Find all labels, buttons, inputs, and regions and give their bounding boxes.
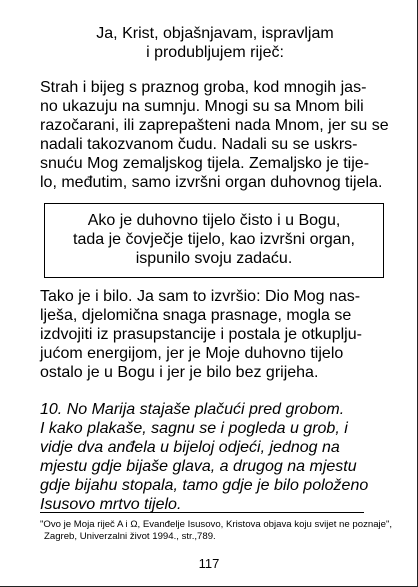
- verse-line: mjestu gdje bijaše glava, a drugog na mjestu: [40, 458, 357, 475]
- verse-line: vidje dva anđela u bijeloj odjeći, jednog na: [40, 439, 340, 456]
- footnote-line: Zagreb, Univerzalni život 1994., str.,789.: [44, 531, 216, 542]
- verse-line: I kako plakaše, sagnu se i pogleda u grob, i: [40, 420, 348, 437]
- page-heading: [40, 24, 390, 62]
- quote-line: ispunilo svoju zadaću.: [135, 250, 293, 267]
- paragraph-scripture-verse: [40, 400, 390, 514]
- verse-line: Isusovo mrtvo tijelo.: [40, 496, 182, 513]
- text-line: Strah i bijeg s praznog groba, kod mnogih jas-: [40, 79, 367, 96]
- text-line: razočarani, ili zaprepašteni nada Mnom, jer su se: [40, 117, 389, 134]
- footnote-divider: [40, 512, 364, 513]
- quote-line: Ako je duhovno tijelo čisto i u Bogu,: [87, 212, 341, 229]
- highlighted-quote-box: [44, 203, 384, 278]
- verse-line: gdje bijahu stopala, tamo gdje je bilo položeno: [40, 477, 369, 494]
- text-line: Tako je i bilo. Ja sam to izvršio: Dio Mog nas-: [40, 288, 361, 305]
- text-line: lješa, djelomična snaga prasnage, mogla se: [40, 307, 352, 324]
- text-line: ostalo je u Bogu i jer je bilo bez grijeha.: [40, 364, 319, 381]
- text-line: lo, međutim, samo izvršni organ duhovnog tijela.: [40, 174, 383, 191]
- footnote-line: "Ovo je Moja riječ A i Ω, Evanđelje Isusovo, Kristova objava koju svijet ne poznaje",: [40, 519, 393, 530]
- verse-line: 10. No Marija stajaše plačući pred grobom.: [40, 401, 345, 418]
- text-line: jućom energijom, jer je Moje duhovno tijelo: [40, 345, 344, 362]
- page-number: 117: [198, 556, 220, 571]
- heading-line: Ja, Krist, objašnjavam, ispravljam: [96, 25, 334, 42]
- footnote: [40, 519, 400, 543]
- quote-line: tada je čovječje tijelo, kao izvršni organ,: [73, 231, 355, 248]
- heading-line: i produbljujem riječ:: [146, 44, 284, 61]
- paragraph-explanation: [40, 287, 390, 382]
- text-line: snuću Mog zemaljskog tijela. Zemaljsko je tije-: [40, 155, 370, 172]
- text-line: nadali takozvanom čudu. Nadali su se uskrs-: [40, 136, 358, 153]
- text-line: izdvojiti iz prasupstancije i postala je otkuplju-: [40, 326, 362, 343]
- text-line: no ukazuju na sumnju. Mnogi su sa Mnom bili: [40, 98, 364, 115]
- paragraph-intro: [40, 78, 390, 192]
